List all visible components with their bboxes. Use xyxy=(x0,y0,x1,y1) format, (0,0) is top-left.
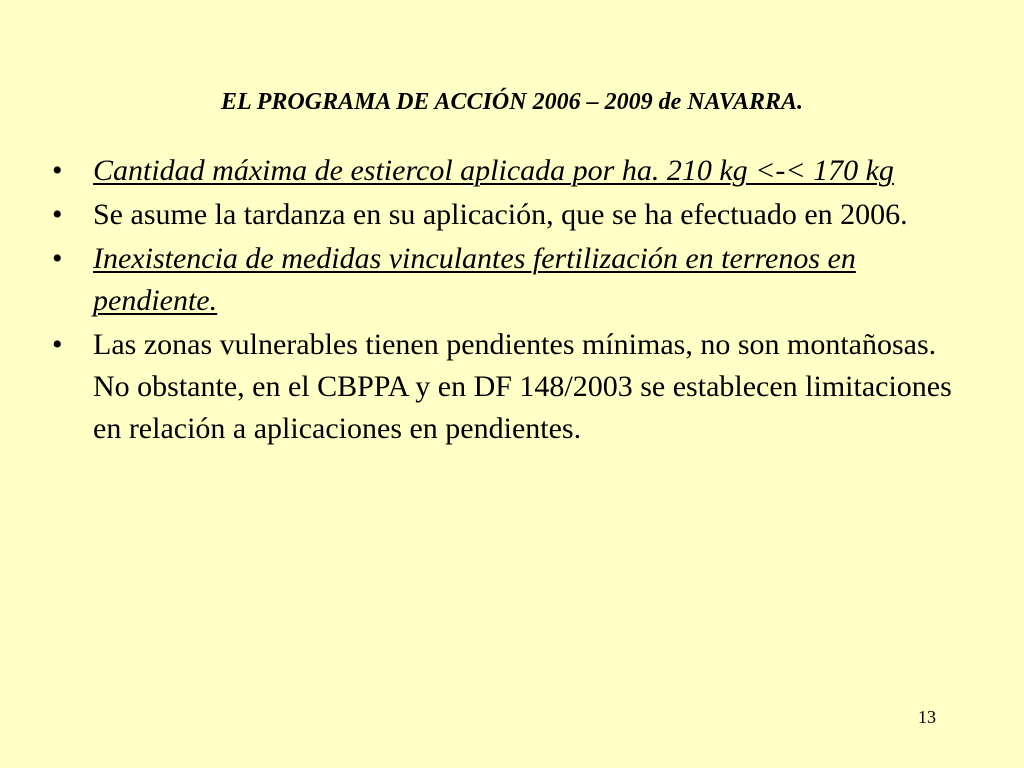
bullet-text: Inexistencia de medidas vinculantes fertilización en terrenos en pendiente. xyxy=(93,242,856,317)
bullet-dot-icon: • xyxy=(52,154,63,187)
bullet-dot-icon: • xyxy=(52,242,63,275)
bullet-text: Cantidad máxima de estiercol aplicada por ha. 210 kg <-< 170 kg xyxy=(93,154,894,187)
bullet-item-vulnerable-zones xyxy=(52,324,952,450)
bullet-item-delay xyxy=(52,194,952,236)
bullet-list xyxy=(52,150,952,452)
bullet-dot-icon: • xyxy=(52,328,63,361)
slide-title: EL PROGRAMA DE ACCIÓN 2006 – 2009 de NAVARRA. xyxy=(220,89,804,115)
bullet-text: Las zonas vulnerables tienen pendientes mínimas, no son montañosas. No obstante, en el CBPPA y en DF 148/2003 se establecen limitaciones en relación a aplicaciones en pendientes. xyxy=(93,328,952,445)
page-number: 13 xyxy=(918,707,936,727)
bullet-item-slope-measures xyxy=(52,238,952,322)
bullet-text: Se asume la tardanza en su aplicación, que se ha efectuado en 2006. xyxy=(93,198,908,231)
bullet-item-max-manure xyxy=(52,150,952,192)
bullet-dot-icon: • xyxy=(52,198,63,231)
